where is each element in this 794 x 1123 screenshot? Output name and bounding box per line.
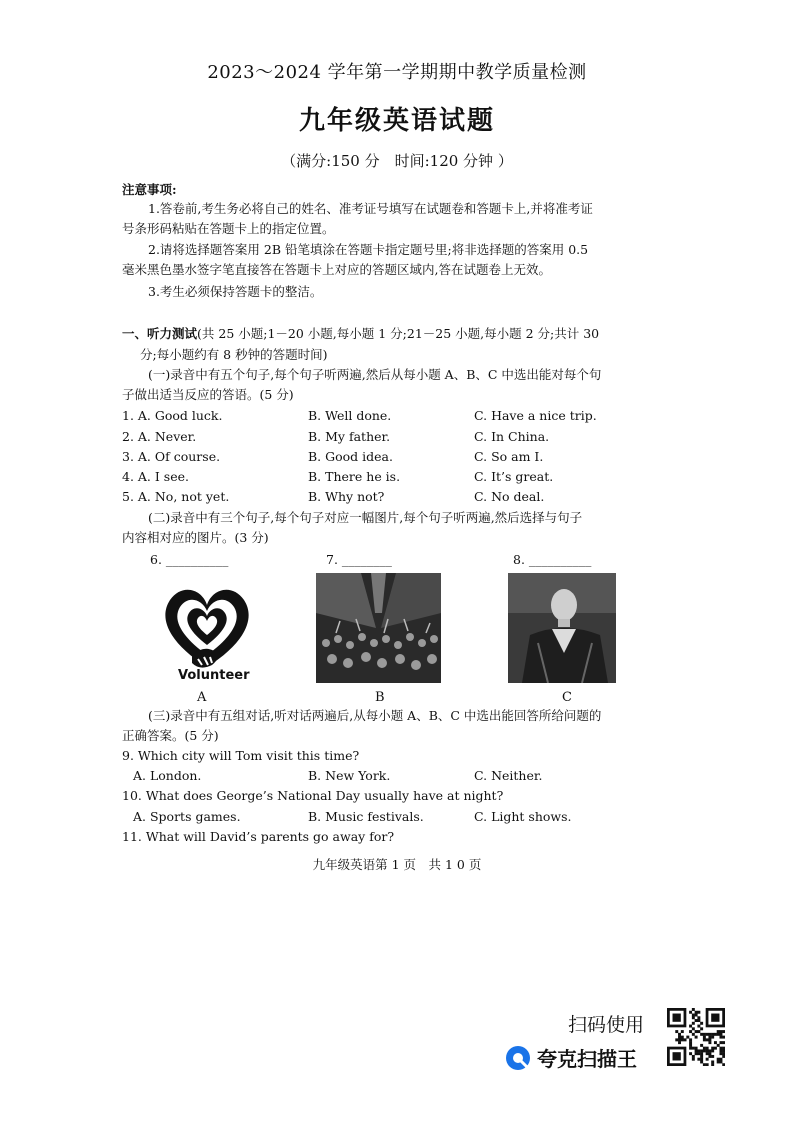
qr-module bbox=[719, 1030, 722, 1033]
qr-module bbox=[706, 1038, 709, 1041]
qr-module bbox=[711, 1063, 714, 1066]
q2-option-b: B. My father. bbox=[308, 429, 391, 444]
q3-option-b: B. Good idea. bbox=[308, 449, 393, 464]
qr-module bbox=[708, 1038, 711, 1041]
part2-instruction-line2: 内容相对应的图片。(3 分) bbox=[122, 530, 269, 545]
qr-code[interactable] bbox=[667, 1008, 725, 1070]
qr-module bbox=[711, 1047, 714, 1050]
qr-module bbox=[706, 1033, 709, 1036]
q10-stem: 10. What does George’s National Day usually have at night? bbox=[122, 788, 504, 803]
man-image-icon bbox=[508, 573, 616, 683]
picture-label-a: A bbox=[197, 690, 207, 705]
qr-module bbox=[717, 1030, 720, 1033]
qr-module bbox=[695, 1014, 698, 1017]
qr-finder bbox=[711, 1014, 719, 1022]
section1-heading: 一、听力测试(共 25 小题;1－20 小题,每小题 1 分;21－25 小题,每小题 2 分;共计 30 bbox=[122, 326, 600, 341]
qr-module bbox=[697, 1049, 700, 1052]
q9-option-c: C. Neither. bbox=[474, 768, 543, 783]
qr-module bbox=[697, 1030, 700, 1033]
qr-module bbox=[700, 1044, 703, 1047]
q9-option-a: A. London. bbox=[133, 768, 202, 783]
q5-option-c: C. No deal. bbox=[474, 489, 545, 504]
part2-instruction: (二)录音中有三个句子,每个句子对应一幅图片,每个句子听两遍,然后选择与句子 bbox=[148, 510, 583, 525]
part3-instruction-line2: 正确答案。(5 分) bbox=[122, 728, 219, 743]
qr-module bbox=[689, 1047, 692, 1050]
blank-7: 7. ________ bbox=[326, 552, 392, 567]
page-footer: 九年级英语第 1 页 共 1 0 页 bbox=[312, 857, 482, 872]
qr-module bbox=[678, 1036, 681, 1039]
qr-module bbox=[722, 1063, 725, 1066]
qr-finder bbox=[673, 1014, 681, 1022]
qr-module bbox=[695, 1049, 698, 1052]
qr-module bbox=[711, 1055, 714, 1058]
qr-module bbox=[678, 1038, 681, 1041]
notes-item: 1.答卷前,考生务必将自己的姓名、准考证号填写在试题卷和答题卡上,并将准考证 bbox=[148, 201, 593, 216]
qr-module bbox=[678, 1041, 681, 1044]
qr-module bbox=[695, 1019, 698, 1022]
qr-module bbox=[722, 1047, 725, 1050]
qr-module bbox=[692, 1022, 695, 1025]
qr-module bbox=[681, 1038, 684, 1041]
notes-item: 3.考生必须保持答题卡的整洁。 bbox=[148, 284, 323, 299]
qr-module bbox=[703, 1049, 706, 1052]
blank-8: 8. __________ bbox=[513, 552, 592, 567]
qr-module bbox=[700, 1060, 703, 1063]
qr-module bbox=[703, 1047, 706, 1050]
qr-module bbox=[689, 1044, 692, 1047]
qr-module bbox=[697, 1019, 700, 1022]
qr-module bbox=[692, 1058, 695, 1061]
blank-6: 6. __________ bbox=[150, 552, 229, 567]
qr-module bbox=[708, 1049, 711, 1052]
qr-module bbox=[722, 1030, 725, 1033]
qr-module bbox=[695, 1052, 698, 1055]
qr-module bbox=[711, 1033, 714, 1036]
notes-item: 毫米黑色墨水签字笔直接答在答题卡上对应的答题区域内,答在试题卷上无效。 bbox=[122, 262, 551, 277]
qr-module bbox=[711, 1060, 714, 1063]
qr-module bbox=[697, 1052, 700, 1055]
q4-option-a: 4. A. I see. bbox=[122, 469, 189, 484]
exam-info: （满分:150 分 时间:120 分钟 ） bbox=[281, 152, 513, 170]
qr-module bbox=[700, 1052, 703, 1055]
qr-code-icon bbox=[667, 1008, 725, 1066]
qr-module bbox=[717, 1060, 720, 1063]
qr-module bbox=[700, 1033, 703, 1036]
qr-module bbox=[719, 1036, 722, 1039]
crowd-photo bbox=[316, 573, 441, 683]
qr-module bbox=[719, 1058, 722, 1061]
q1-option-c: C. Have a nice trip. bbox=[474, 408, 597, 423]
scanner-brand bbox=[505, 1043, 637, 1072]
qr-module bbox=[708, 1055, 711, 1058]
picture-label-c: C bbox=[562, 690, 572, 705]
qr-module bbox=[678, 1033, 681, 1036]
part1-instruction: (一)录音中有五个句子,每个句子听两遍,然后从每小题 A、B、C 中选出能对每个句 bbox=[148, 367, 602, 382]
q3-option-c: C. So am I. bbox=[474, 449, 544, 464]
q1-option-b: B. Well done. bbox=[308, 408, 392, 423]
qr-module bbox=[692, 1016, 695, 1019]
qr-module bbox=[722, 1036, 725, 1039]
qr-module bbox=[692, 1047, 695, 1050]
qr-module bbox=[717, 1033, 720, 1036]
qr-module bbox=[700, 1022, 703, 1025]
qr-module bbox=[714, 1033, 717, 1036]
qr-module bbox=[703, 1036, 706, 1039]
qr-module bbox=[706, 1047, 709, 1050]
q10-option-c: C. Light shows. bbox=[474, 809, 572, 824]
qr-module bbox=[695, 1047, 698, 1050]
exam-title: 九年级英语试题 bbox=[298, 106, 495, 136]
qr-module bbox=[706, 1063, 709, 1066]
qr-module bbox=[700, 1049, 703, 1052]
qr-module bbox=[722, 1041, 725, 1044]
qr-module bbox=[697, 1025, 700, 1028]
qr-module bbox=[708, 1033, 711, 1036]
qr-module bbox=[719, 1047, 722, 1050]
qr-module bbox=[689, 1025, 692, 1028]
qr-module bbox=[703, 1033, 706, 1036]
q5-option-a: 5. A. No, not yet. bbox=[122, 489, 230, 504]
qr-module bbox=[695, 1030, 698, 1033]
qr-module bbox=[708, 1052, 711, 1055]
scan-label: 扫码使用 bbox=[568, 1014, 645, 1036]
notes-item: 号条形码粘贴在答题卡上的指定位置。 bbox=[122, 221, 335, 236]
qr-module bbox=[703, 1063, 706, 1066]
part3-instruction: (三)录音中有五组对话,听对话两遍后,从每小题 A、B、C 中选出能回答所给问题的 bbox=[148, 708, 602, 723]
qr-module bbox=[692, 1033, 695, 1036]
q2-option-a: 2. A. Never. bbox=[122, 429, 197, 444]
qr-module bbox=[695, 1011, 698, 1014]
qr-module bbox=[717, 1044, 720, 1047]
section1-heading-line2: 分;每小题约有 8 秒钟的答题时间) bbox=[140, 347, 328, 362]
qr-module bbox=[722, 1052, 725, 1055]
qr-module bbox=[695, 1036, 698, 1039]
qr-module bbox=[689, 1038, 692, 1041]
qr-module bbox=[706, 1049, 709, 1052]
crowd-image-icon bbox=[316, 573, 441, 683]
q9-option-b: B. New York. bbox=[308, 768, 391, 783]
q10-option-a: A. Sports games. bbox=[133, 809, 241, 824]
qr-module bbox=[719, 1049, 722, 1052]
qr-module bbox=[686, 1036, 689, 1039]
qr-module bbox=[717, 1058, 720, 1061]
q1-option-a: 1. A. Good luck. bbox=[122, 408, 223, 423]
qr-module bbox=[708, 1041, 711, 1044]
qr-module bbox=[692, 1027, 695, 1030]
qr-module bbox=[719, 1052, 722, 1055]
q4-option-c: C. It’s great. bbox=[474, 469, 554, 484]
q3-option-a: 3. A. Of course. bbox=[122, 449, 221, 464]
exam-term: 2023～2024 学年第一学期期中教学质量检测 bbox=[207, 62, 587, 83]
qr-module bbox=[700, 1055, 703, 1058]
qr-module bbox=[714, 1047, 717, 1050]
q2-option-c: C. In China. bbox=[474, 429, 550, 444]
qr-module bbox=[697, 1058, 700, 1061]
qr-module bbox=[714, 1041, 717, 1044]
qr-module bbox=[700, 1027, 703, 1030]
qr-module bbox=[719, 1033, 722, 1036]
qr-module bbox=[719, 1041, 722, 1044]
qr-module bbox=[692, 1014, 695, 1017]
volunteer-text: Volunteer bbox=[178, 668, 250, 683]
qr-module bbox=[689, 1030, 692, 1033]
man-photo bbox=[508, 573, 616, 683]
qr-module bbox=[684, 1038, 687, 1041]
qr-module bbox=[722, 1049, 725, 1052]
q10-option-b: B. Music festivals. bbox=[308, 809, 424, 824]
quark-logo-icon bbox=[505, 1045, 531, 1071]
qr-module bbox=[692, 1055, 695, 1058]
qr-module bbox=[722, 1055, 725, 1058]
q11-stem: 11. What will David’s parents go away for? bbox=[122, 829, 395, 844]
qr-module bbox=[719, 1060, 722, 1063]
qr-module bbox=[711, 1049, 714, 1052]
qr-module bbox=[700, 1058, 703, 1061]
qr-module bbox=[675, 1030, 678, 1033]
qr-finder bbox=[673, 1052, 681, 1060]
qr-module bbox=[689, 1041, 692, 1044]
qr-module bbox=[706, 1052, 709, 1055]
qr-module bbox=[711, 1036, 714, 1039]
qr-module bbox=[697, 1016, 700, 1019]
qr-module bbox=[697, 1011, 700, 1014]
notes-item: 2.请将选择题答案用 2B 铅笔填涂在答题卡指定题号里;将非选择题的答案用 0.5 bbox=[148, 242, 589, 257]
picture-label-b: B bbox=[375, 690, 385, 705]
qr-module bbox=[706, 1058, 709, 1061]
q9-stem: 9. Which city will Tom visit this time? bbox=[122, 748, 360, 763]
qr-module bbox=[708, 1036, 711, 1039]
qr-module bbox=[681, 1036, 684, 1039]
notes-heading: 注意事项: bbox=[122, 182, 177, 197]
qr-module bbox=[681, 1030, 684, 1033]
qr-module bbox=[675, 1038, 678, 1041]
q5-option-b: B. Why not? bbox=[308, 489, 385, 504]
part1-instruction-line2: 子做出适当反应的答语。(5 分) bbox=[122, 387, 294, 402]
q4-option-b: B. There he is. bbox=[308, 469, 401, 484]
qr-module bbox=[689, 1011, 692, 1014]
qr-module bbox=[703, 1038, 706, 1041]
qr-module bbox=[689, 1052, 692, 1055]
qr-module bbox=[692, 1008, 695, 1011]
scanner-brand-name: 夸克扫描王 bbox=[537, 1047, 637, 1071]
